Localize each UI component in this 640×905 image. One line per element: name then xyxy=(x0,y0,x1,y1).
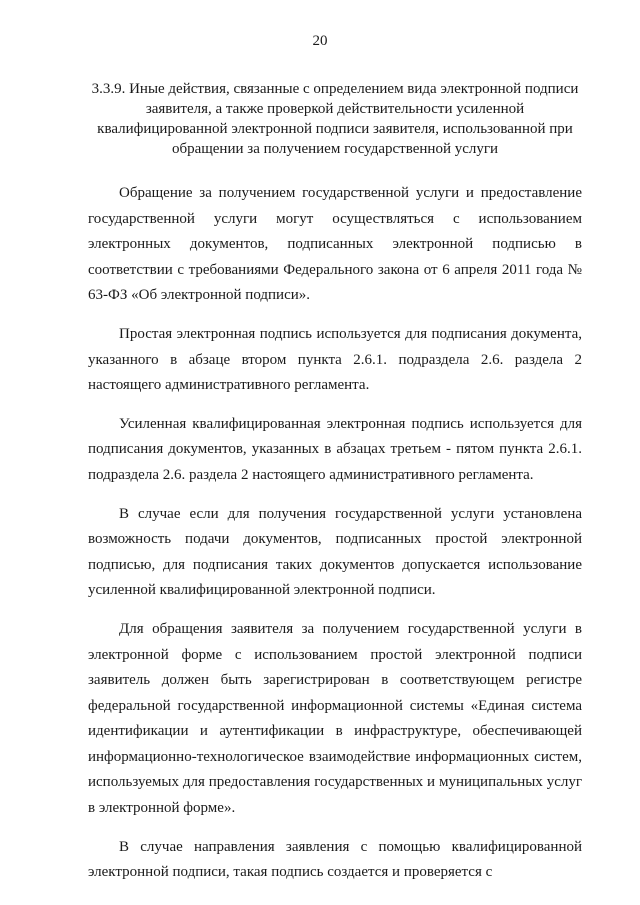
paragraph-6: В случае направления заявления с помощью квалифицированной электронной подписи, такая подпись создается и проверяется с xyxy=(88,838,582,881)
body-text xyxy=(88,181,582,899)
paragraph-1: Обращение за получением государственной услуги и предоставление государственной услуги могут осуществляться с использованием электронных документов, подписанных электронной подписью в соответствии с требованиями Федерального закона от 6 апреля 2011 года № 63-ФЗ «Об электронной подписи». xyxy=(88,185,582,304)
section-heading: 3.3.9. Иные действия, связанные с определением вида электронной подписи заявителя, а также проверкой действительности усиленной квалифицированной электронной подписи заявителя, использованной при обращении за получением государственной услуги xyxy=(91,81,579,157)
page-number: 20 xyxy=(312,33,328,49)
paragraph-4: В случае если для получения государственной услуги установлена возможность подачи документов, подписанных простой электронной подписью, для подписания таких документов допускается использование усиленной квалифицированной электронной подписи. xyxy=(88,505,582,599)
paragraph-5: Для обращения заявителя за получением государственной услуги в электронной форме с использованием простой электронной подписи заявитель должен быть зарегистрирован в соответствующем регистре федеральной государственной информационной системы «Единая система идентификации и аутентификации в инфраструктуре, обеспечивающей информационно-технологическое взаимодействие информационных систем, используемых для предоставления государственных и муниципальных услуг в электронной форме». xyxy=(88,620,582,817)
paragraph-3: Усиленная квалифицированная электронная подпись используется для подписания документов, указанных в абзацах третьем - пятом пункта 2.6.1. подраздела 2.6. раздела 2 настоящего административного регламента. xyxy=(88,415,582,483)
paragraph-2: Простая электронная подпись используется для подписания документа, указанного в абзаце втором пункта 2.6.1. подраздела 2.6. раздела 2 настоящего административного регламента. xyxy=(88,325,582,394)
